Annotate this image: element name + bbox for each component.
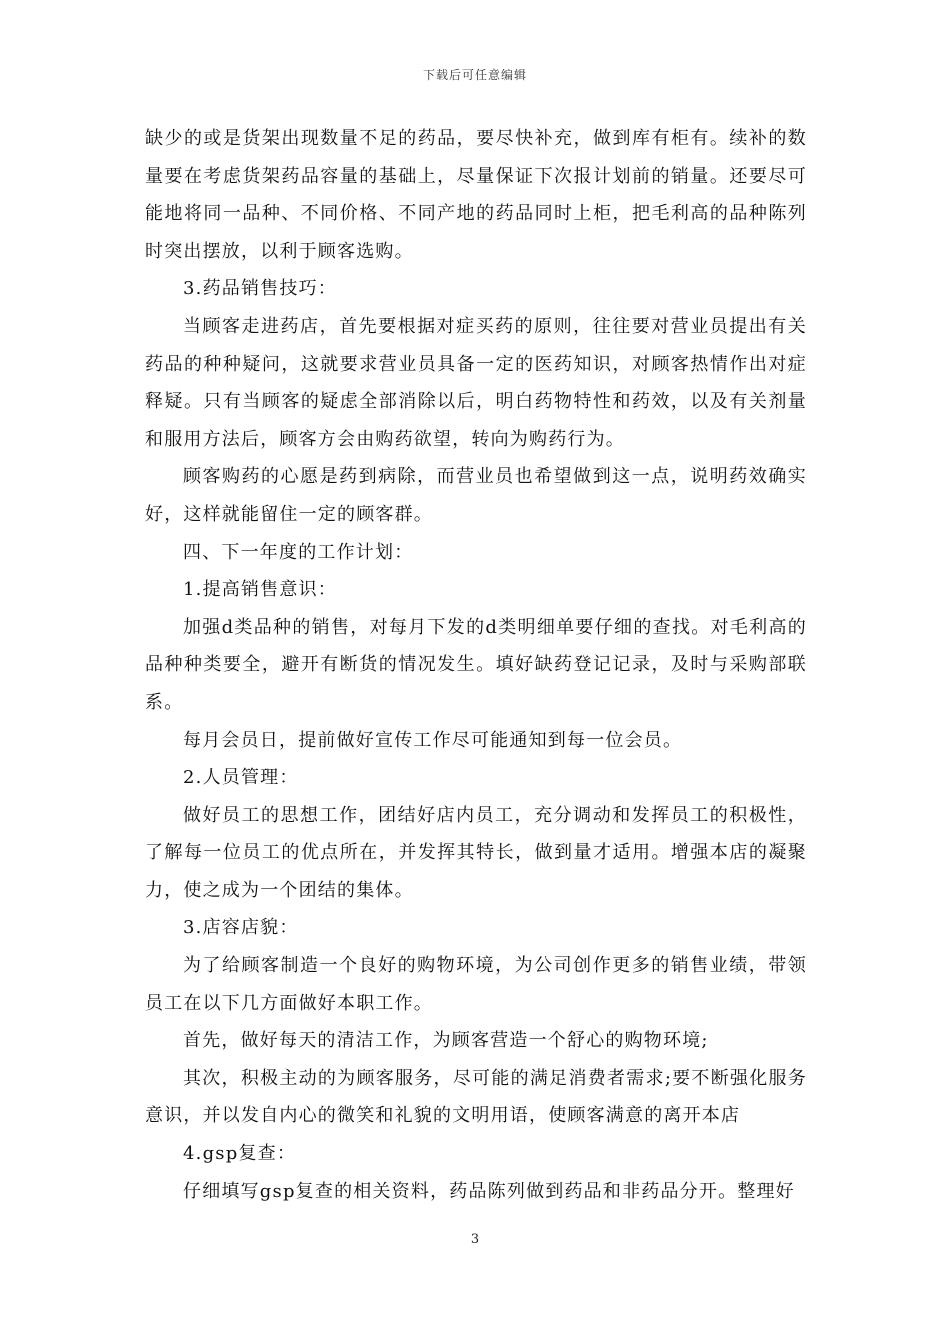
section-heading: 2.人员管理：: [183, 767, 299, 789]
section-heading: 4.gsp复查：: [183, 1143, 297, 1165]
paragraph: 为了给顾客制造一个良好的购物环境，为公司创作更多的销售业绩，带领员工在以下几方面做好本职工作。: [145, 955, 807, 1014]
section-heading: 3.药品销售技巧：: [183, 278, 337, 300]
paragraph: 每月会员日，提前做好宣传工作尽可能通知到每一位会员。: [183, 729, 683, 751]
section-heading: 1.提高销售意识：: [183, 579, 337, 601]
section-heading: 四、下一年度的工作计划：: [183, 541, 414, 563]
paragraph: 仔细填写gsp复查的相关资料，药品陈列做到药品和非药品分开。整理好: [183, 1180, 795, 1202]
document-body: [145, 120, 807, 1210]
paragraph: 缺少的或是货架出现数量不足的药品，要尽快补充，做到库有柜有。续补的数量要在考虑货架药品容量的基础上，尽量保证下次报计划前的销量。还要尽可能地将同一品种、不同价格、不同产地的药品同时上柜，把毛利高的品种陈列时突出摆放，以利于顾客选购。: [145, 128, 807, 262]
paragraph: 其次，积极主动的为顾客服务，尽可能的满足消费者需求;要不断强化服务意识，并以发自内心的微笑和礼貌的文明用语，使顾客满意的离开本店: [145, 1067, 807, 1127]
paragraph: 当顾客走进药店，首先要根据对症买药的原则，往往要对营业员提出有关药品的种种疑问，这就要求营业员具备一定的医药知识，对顾客热情作出对症释疑。只有当顾客的疑虑全部消除以后，明白药物特性和药效，以及有关剂量和服用方法后，顾客方会由购药欲望，转向为购药行为。: [145, 315, 807, 450]
paragraph: 加强d类品种的销售，对每月下发的d类明细单要仔细的查找。对毛利高的品种种类要全，避开有断货的情况发生。填好缺药登记记录，及时与采购部联系。: [145, 616, 807, 713]
page-number: 3: [470, 1232, 480, 1247]
section-heading: 3.店容店貌：: [183, 917, 299, 939]
paragraph: 顾客购药的心愿是药到病除，而营业员也希望做到这一点，说明药效确实好，这样就能留住一定的顾客群。: [145, 466, 807, 525]
paragraph: 做好员工的思想工作，团结好店内员工，充分调动和发挥员工的积极性，了解每一位员工的优点所在，并发挥其特长，做到量才适用。增强本店的凝聚力，使之成为一个团结的集体。: [145, 804, 807, 901]
paragraph: 首先，做好每天的清洁工作，为顾客营造一个舒心的购物环境;: [183, 1030, 709, 1052]
page-header-note: 下载后可任意编辑: [422, 68, 527, 82]
